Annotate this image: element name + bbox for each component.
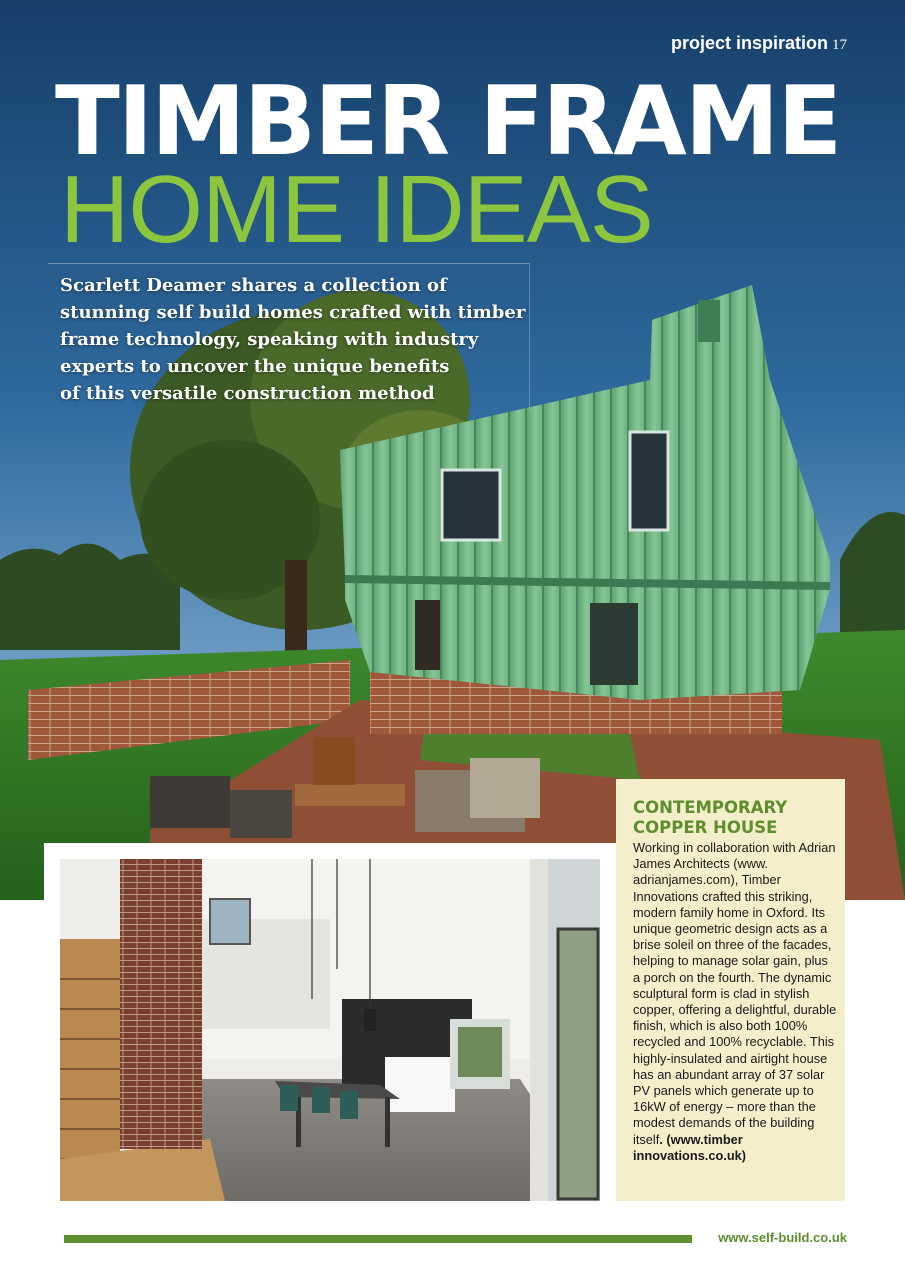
interior-photo [60, 859, 600, 1201]
caption-text: Working in collaboration with Adrian James Architects (www. adrianjames.com), Timber Innovations crafted this striking, modern family home in Oxford. Its unique geometric design acts as a brise soleil on three of the facades, helping to manage solar gain, plus a porch on the fourth. The dynamic sculptural form is clad in stylish copper, offering a delightful, durable finish, which is also both 100% recycled and 100% recyclable. This highly-insulated and airtight house has an abundant array of 37 solar PV panels which generate up to 16kW of energy – more than the modest demands of the building itself [633, 840, 837, 1147]
standfirst-line: Scarlett Deamer shares a collection of [60, 275, 447, 296]
standfirst [60, 272, 530, 407]
section-name: project inspiration [670, 33, 828, 53]
footer-bar [64, 1235, 692, 1243]
standfirst-line: of this versatile construction method [60, 383, 435, 404]
footer-website-link[interactable]: www.self-build.co.uk [718, 1230, 847, 1245]
caption-heading [633, 798, 838, 838]
caption-link[interactable]: . (www.timber innovations.co.uk) [633, 1131, 747, 1163]
headline-line-1: TIMBER FRAME [55, 67, 841, 177]
section-header [671, 33, 847, 54]
headline-line-2: HOME IDEAS [60, 156, 653, 263]
caption-heading-line: CONTEMPORARY [633, 798, 788, 817]
standfirst-line: frame technology, speaking with industry [60, 329, 479, 350]
standfirst-line: experts to uncover the unique benefits [60, 356, 450, 377]
caption-body [633, 840, 838, 1164]
standfirst-line: stunning self build homes crafted with timber [60, 302, 526, 323]
caption-heading-line: COPPER HOUSE [633, 818, 778, 837]
page-number: 17 [832, 37, 847, 53]
